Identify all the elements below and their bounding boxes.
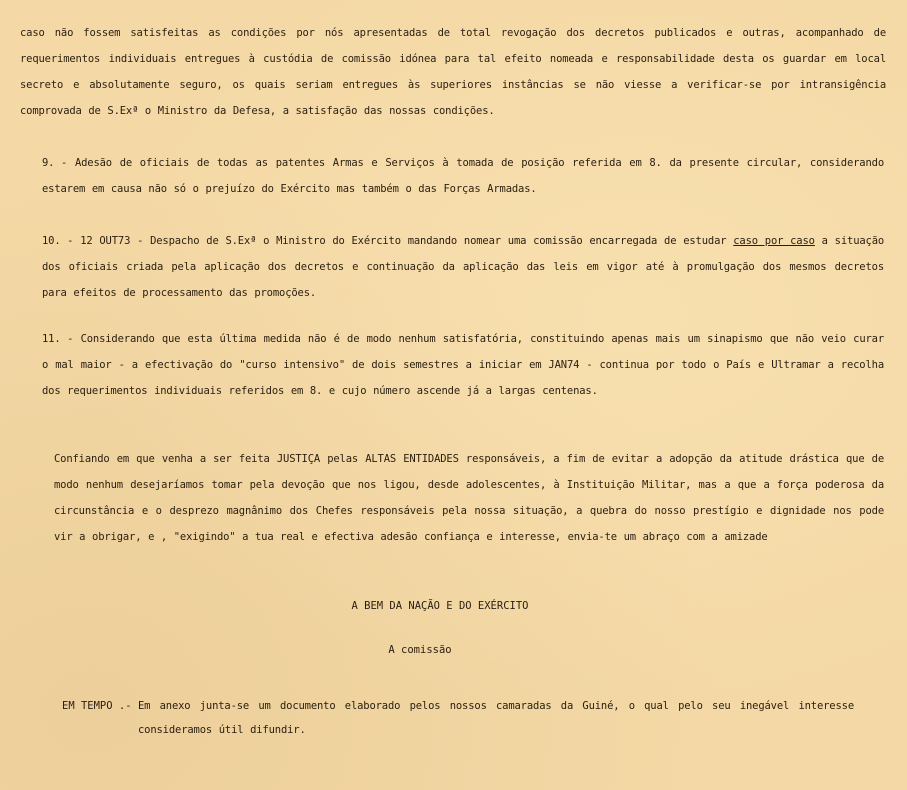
paragraph-intro bbox=[20, 20, 886, 124]
paragraph-11-text: Considerando que esta última medida não é de modo nenhum satisfatória, constituindo apenas mais um sinapismo que não veio curar o mal maior - a efectivação do "curso intensivo" de dois semestres a iniciar em JAN74 - continua por todo o País e Ultramar a recolha dos requerimentos individuais referidos em 8. e cujo número ascende já a largas centenas. bbox=[42, 333, 885, 397]
paragraph-11-number: 11. - bbox=[42, 333, 74, 345]
postscript-label: EM TEMPO .- bbox=[62, 700, 132, 712]
paragraph-intro-text: caso não fossem satisfeitas as condições por nós apresentadas de total revogação dos decretos publicados e outras, acompanhado de requerimentos individuais entregues à custódia de comissão idónea para tal efeito nomeada e responsabilidade desta os guardar em local secreto e absolutamente seguro, os quais seriam entregues às superiores instâncias se não viesse a verificar-se por intransigência comprovada de S.Exª o Ministro da Defesa, a satisfação das nossas condições. bbox=[20, 27, 886, 117]
paragraph-10-text-after: a situação dos oficiais criada pela aplicação dos decretos e continuação da aplicação das leis em vigor até à promulgação dos mesmos decretos para efeitos de processamento das promoções. bbox=[42, 235, 885, 299]
paragraph-10 bbox=[42, 228, 884, 306]
paragraph-11 bbox=[42, 326, 884, 404]
paragraph-closing-text: Confiando em que venha a ser feita JUSTIÇA pelas ALTAS ENTIDADES responsáveis, a fim de evitar a adopção da atitude drástica que de modo nenhum desejaríamos tomar pela devoção que nos ligou, desde adolescentes, à Instituição Militar, mas a que a força poderosa da circunstância e o desprezo magnânimo dos Chefes responsáveis pela nossa situação, a quebra do nosso prestígio e dignidade nos pode vir a obrigar, e , "exigindo" a tua real e efectiva adesão confiança e interesse, envia-te um abraço com a amizade bbox=[54, 453, 884, 543]
paragraph-9-text: Adesão de oficiais de todas as patentes Armas e Serviços à tomada de posição referida em 8. da presente circular, considerando estarem em causa não só o prejuízo do Exército mas também o das Forças Armadas. bbox=[42, 157, 884, 195]
paragraph-9-number: 9. - bbox=[42, 157, 68, 169]
motto: A BEM DA NAÇÃO E DO EXÉRCITO bbox=[351, 600, 529, 612]
paragraph-9 bbox=[42, 150, 884, 202]
signature: A comissão bbox=[388, 644, 452, 656]
postscript-text: Em anexo junta-se um documento elaborado pelos nossos camaradas da Guiné, o qual pelo seu inegável interesse consideramos útil difundir. bbox=[138, 700, 854, 736]
paragraph-10-number: 10. - bbox=[42, 235, 74, 247]
paragraph-closing bbox=[54, 446, 884, 550]
paragraph-10-underlined: caso por caso bbox=[733, 235, 815, 247]
paragraph-10-text-before: 12 OUT73 - Despacho de S.Exª o Ministro do Exército mandando nomear uma comissão encarregada de estudar bbox=[80, 235, 727, 247]
